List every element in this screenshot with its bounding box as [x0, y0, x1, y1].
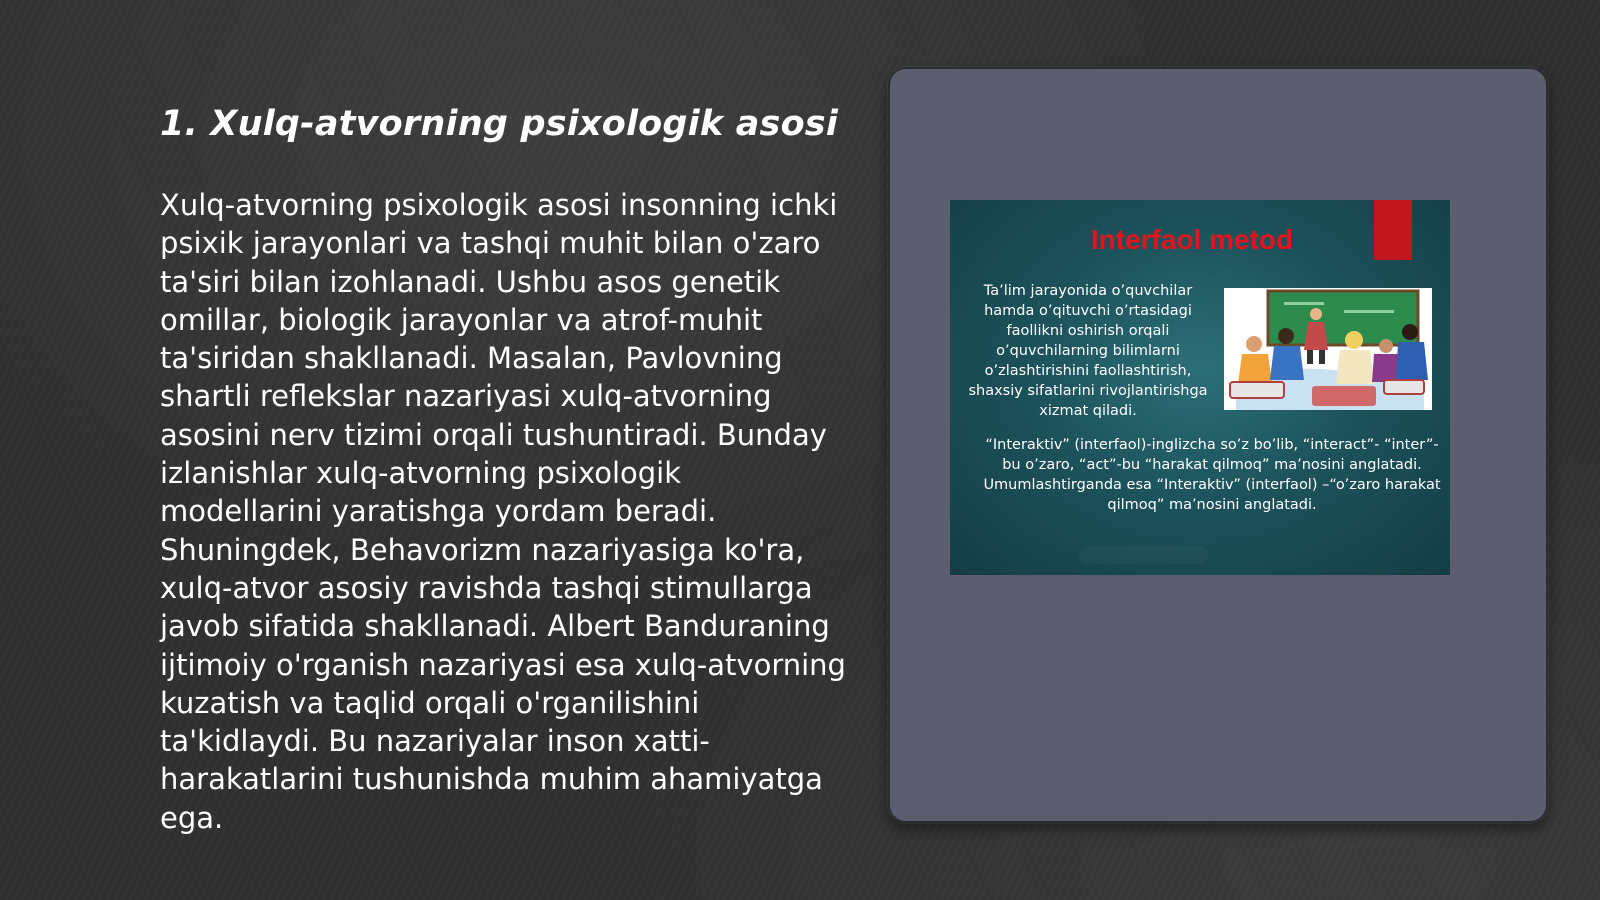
embedded-slide-image	[950, 200, 1450, 575]
embedded-slide-description: Ta’lim jarayonida o’quvchilar hamda o’qituvchi o’rtasidagi faollikni oshirish orqali o’quvchilarning bilimlarni o’zlashtirishini faollashtirish, shaxsiy sifatlarini rivojlantirishga xizmat qiladi.	[968, 283, 1208, 419]
watermark-decoration	[1078, 546, 1208, 564]
classroom-illustration-icon	[1224, 288, 1432, 410]
embedded-slide-title: Interfaol metod	[1090, 224, 1294, 255]
embedded-slide-definition: “Interaktiv” (interfaol)-inglizcha so’z bo’lib, “interact”- “inter”-bu o’zaro, “act”-bu “harakat qilmoq” ma’nosini anglatadi. Umumlashtirganda esa “Interaktiv” (interfaol) –“o’zaro harakat qilmoq” ma’nosini anglatadi.	[983, 437, 1441, 513]
slide-title: 1. Xulq-atvorning psixologik asosi	[160, 104, 839, 144]
slide-body-text: Xulq-atvorning psixologik asosi insonning ichki psixik jarayonlari va tashqi muhit bilan o'zaro ta'siri bilan izohlanadi. Ushbu asos genetik omillar, biologik jarayonlar va atrof-muhit ta'siridan shakllanadi. Masalan, Pavlovning shartli reflekslar nazariyasi xulq-atvorning asosini nerv tizimi orqali tushuntiradi. Bunday izlanishlar xulq-atvorning psixologik modellarini yaratishga yordam beradi. Shuningdek, Behavorizm nazariyasiga ko'ra, xulq-atvor asosiy ravishda tashqi stimullarga javob sifatida shakllanadi. Albert Banduraning ijtimoiy o'rganish nazariyasi esa xulq-atvorning kuzatish va taqlid orqali o'rganilishini ta'kidlaydi. Bu nazariyalar inson xatti-harakatlarini tushunishda muhim ahamiyatga ega.	[160, 188, 846, 835]
